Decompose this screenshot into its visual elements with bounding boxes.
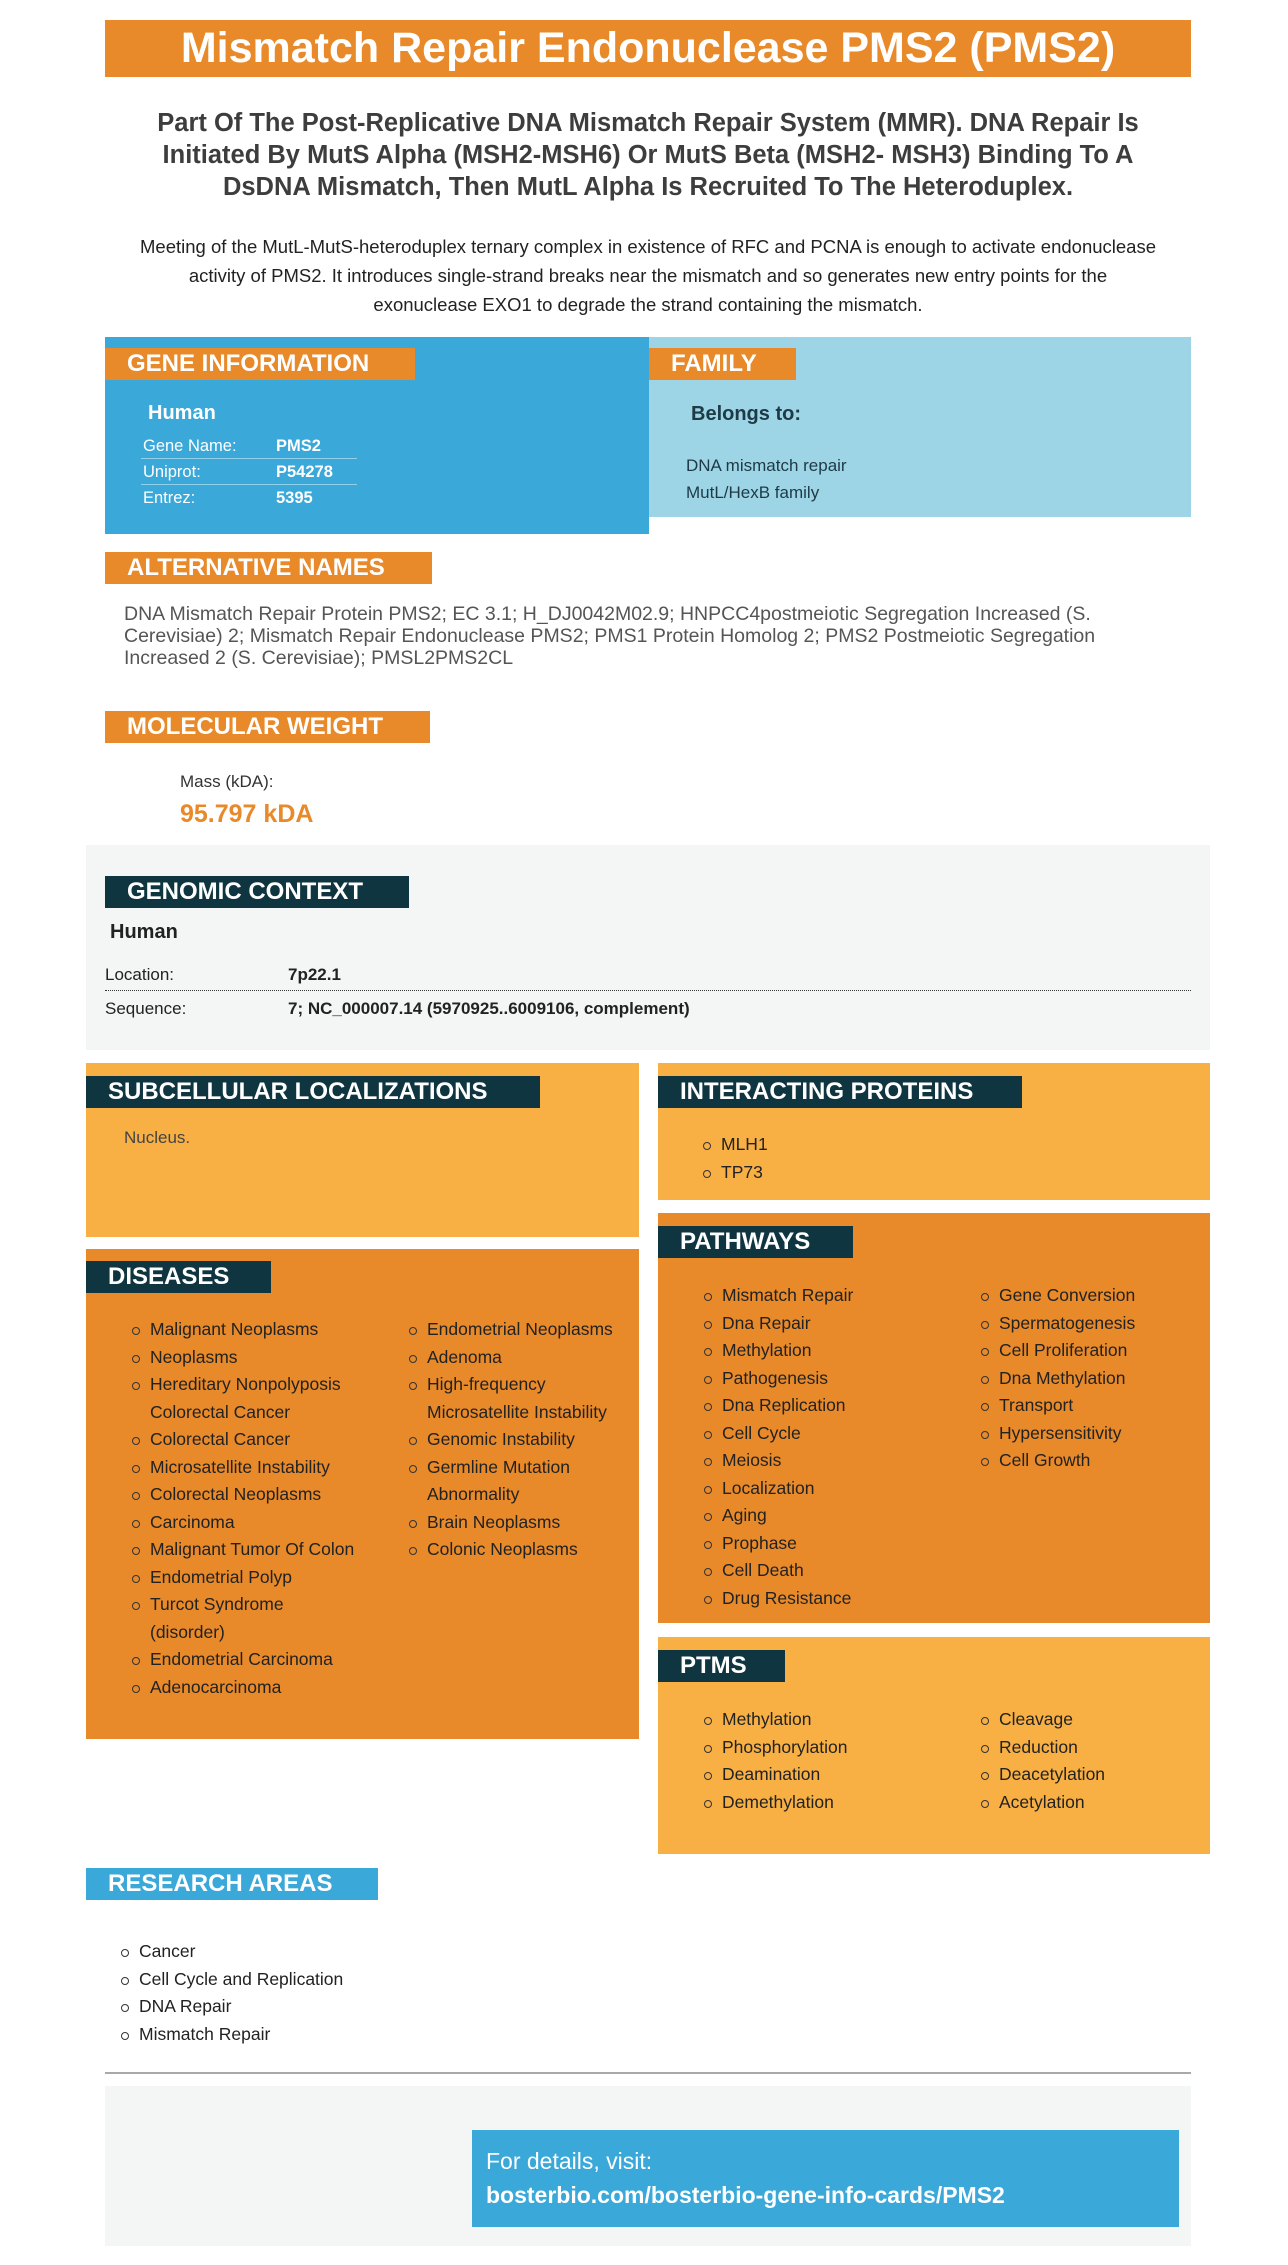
list-item: Cleavage xyxy=(978,1706,1203,1734)
gene-row-key: Gene Name: xyxy=(143,437,237,455)
list-item: Acetylation xyxy=(978,1789,1203,1817)
genomic-context-label: GENOMIC CONTEXT xyxy=(105,876,409,908)
list-item: Cell Cycle and Replication xyxy=(118,1966,343,1994)
details-link[interactable]: bosterbio.com/bosterbio-gene-info-cards/PMS2 xyxy=(486,2182,1005,2208)
list-item: Aging xyxy=(701,1502,961,1530)
list-item: Phosphorylation xyxy=(701,1734,961,1762)
gene-row xyxy=(141,459,357,485)
list-item: Colonic Neoplasms xyxy=(406,1536,631,1564)
list-item: Malignant Neoplasms xyxy=(129,1316,359,1344)
gene-row-key: Uniprot: xyxy=(143,463,201,481)
gene-row xyxy=(141,433,357,459)
family-heading: Belongs to: xyxy=(691,403,801,425)
list-item: Germline Mutation Abnormality xyxy=(406,1454,631,1509)
list-item: DNA Repair xyxy=(118,1993,343,2021)
sequence-row xyxy=(105,992,1191,1025)
interacting-proteins-list xyxy=(700,1131,768,1186)
subcellular-text: Nucleus. xyxy=(124,1128,191,1147)
list-item: Genomic Instability xyxy=(406,1426,631,1454)
divider xyxy=(105,2072,1191,2074)
interacting-proteins-label: INTERACTING PROTEINS xyxy=(658,1076,1022,1108)
list-item: Methylation xyxy=(701,1337,961,1365)
list-item: Cell Death xyxy=(701,1557,961,1585)
list-item: Carcinoma xyxy=(129,1509,359,1537)
list-item: High-frequency Microsatellite Instability xyxy=(406,1371,631,1426)
list-item: MLH1 xyxy=(700,1131,768,1159)
list-item: Deacetylation xyxy=(978,1761,1203,1789)
ptms-list-col1 xyxy=(701,1706,961,1816)
list-item: Adenocarcinoma xyxy=(129,1674,359,1702)
list-item: Localization xyxy=(701,1475,961,1503)
gene-species: Human xyxy=(148,402,216,424)
diseases-label: DISEASES xyxy=(86,1261,271,1293)
list-item: Cell Cycle xyxy=(701,1420,961,1448)
list-item: Gene Conversion xyxy=(978,1282,1203,1310)
subcellular-label: SUBCELLULAR LOCALIZATIONS xyxy=(86,1076,540,1108)
gene-row-key: Entrez: xyxy=(143,489,196,507)
list-item: Transport xyxy=(978,1392,1203,1420)
gene-info-table xyxy=(141,433,357,511)
list-item: Mismatch Repair xyxy=(118,2021,343,2049)
pathways-label: PATHWAYS xyxy=(658,1226,853,1258)
sequence-value: 7; NC_000007.14 (5970925..6009106, complement) xyxy=(288,999,690,1018)
list-item: Colorectal Cancer xyxy=(129,1426,359,1454)
list-item: Dna Replication xyxy=(701,1392,961,1420)
family-item: DNA mismatch repair xyxy=(686,456,847,475)
gene-row-value: PMS2 xyxy=(276,437,321,455)
list-item: Dna Repair xyxy=(701,1310,961,1338)
mass-value: 95.797 kDA xyxy=(180,800,314,828)
location-value: 7p22.1 xyxy=(288,965,341,984)
list-item: Methylation xyxy=(701,1706,961,1734)
gene-row-value: P54278 xyxy=(276,463,333,481)
research-areas-label: RESEARCH AREAS xyxy=(86,1868,378,1900)
list-item: Microsatellite Instability xyxy=(129,1454,359,1482)
page-title: Mismatch Repair Endonuclease PMS2 (PMS2) xyxy=(105,20,1191,77)
gene-information-label: GENE INFORMATION xyxy=(105,348,415,380)
ptms-label: PTMS xyxy=(658,1650,785,1682)
ptms-list-col2 xyxy=(978,1706,1203,1816)
diseases-list-col1 xyxy=(129,1316,359,1701)
pathways-list-col1 xyxy=(701,1282,961,1612)
alternative-names-text: DNA Mismatch Repair Protein PMS2; EC 3.1; H_DJ0042M02.9; HNPCC4postmeiotic Segregation Increased (S. Cerevisiae) 2; Mismatch Repair Endonuclease PMS2; PMS1 Protein Homolog 2; PMS2 Postmeiotic Segregation Increased 2 (S. Cerevisiae); PMSL2PMS2CL xyxy=(124,603,1096,669)
pathways-list-col2 xyxy=(978,1282,1203,1475)
molecular-weight-label: MOLECULAR WEIGHT xyxy=(105,711,430,743)
list-item: Prophase xyxy=(701,1530,961,1558)
list-item: Mismatch Repair xyxy=(701,1282,961,1310)
list-item: Spermatogenesis xyxy=(978,1310,1203,1338)
list-item: Endometrial Polyp xyxy=(129,1564,359,1592)
list-item: Neoplasms xyxy=(129,1344,359,1372)
list-item: Adenoma xyxy=(406,1344,631,1372)
research-areas-list xyxy=(118,1938,343,2048)
list-item: Brain Neoplasms xyxy=(406,1509,631,1537)
location-key: Location: xyxy=(105,965,174,984)
list-item: Dna Methylation xyxy=(978,1365,1203,1393)
description: Meeting of the MutL-MutS-heteroduplex ternary complex in existence of RFC and PCNA is enough to activate endonuclease activity of PMS2. It introduces single-strand breaks near the mismatch and so generates new entry points for the exonuclease EXO1 to degrade the strand containing the mismatch. xyxy=(140,236,1157,315)
list-item: Malignant Tumor Of Colon xyxy=(129,1536,359,1564)
list-item: Colorectal Neoplasms xyxy=(129,1481,359,1509)
genomic-species: Human xyxy=(110,921,178,943)
list-item: Demethylation xyxy=(701,1789,961,1817)
details-label: For details, visit: xyxy=(486,2148,653,2174)
list-item: Endometrial Carcinoma xyxy=(129,1646,359,1674)
list-item: Hypersensitivity xyxy=(978,1420,1203,1448)
family-item: MutL/HexB family xyxy=(686,483,820,502)
list-item: Endometrial Neoplasms xyxy=(406,1316,631,1344)
list-item: Cell Growth xyxy=(978,1447,1203,1475)
family-list xyxy=(686,452,847,506)
list-item: Reduction xyxy=(978,1734,1203,1762)
list-item: Turcot Syndrome (disorder) xyxy=(129,1591,359,1646)
alternative-names-label: ALTERNATIVE NAMES xyxy=(105,552,432,584)
gene-row xyxy=(141,485,357,511)
mass-label: Mass (kDA): xyxy=(180,772,274,791)
list-item: Hereditary Nonpolyposis Colorectal Cancer xyxy=(129,1371,359,1426)
details-link-box[interactable] xyxy=(472,2130,1179,2227)
diseases-list-col2 xyxy=(406,1316,631,1564)
list-item: Drug Resistance xyxy=(701,1585,961,1613)
list-item: Deamination xyxy=(701,1761,961,1789)
list-item: Cancer xyxy=(118,1938,343,1966)
list-item: Cell Proliferation xyxy=(978,1337,1203,1365)
sequence-key: Sequence: xyxy=(105,999,187,1018)
list-item: Meiosis xyxy=(701,1447,961,1475)
gene-row-value: 5395 xyxy=(276,489,313,507)
location-row xyxy=(105,958,1191,991)
list-item: TP73 xyxy=(700,1159,768,1187)
list-item: Pathogenesis xyxy=(701,1365,961,1393)
family-label: FAMILY xyxy=(649,348,796,380)
page-subtitle: Part Of The Post-Replicative DNA Mismatch Repair System (MMR). DNA Repair Is Initiated By MutS Alpha (MSH2-MSH6) Or MutS Beta (MSH2- MSH3) Binding To A DsDNA Mismatch, Then MutL Alpha Is Recruited To The Heteroduplex. xyxy=(157,109,1139,201)
